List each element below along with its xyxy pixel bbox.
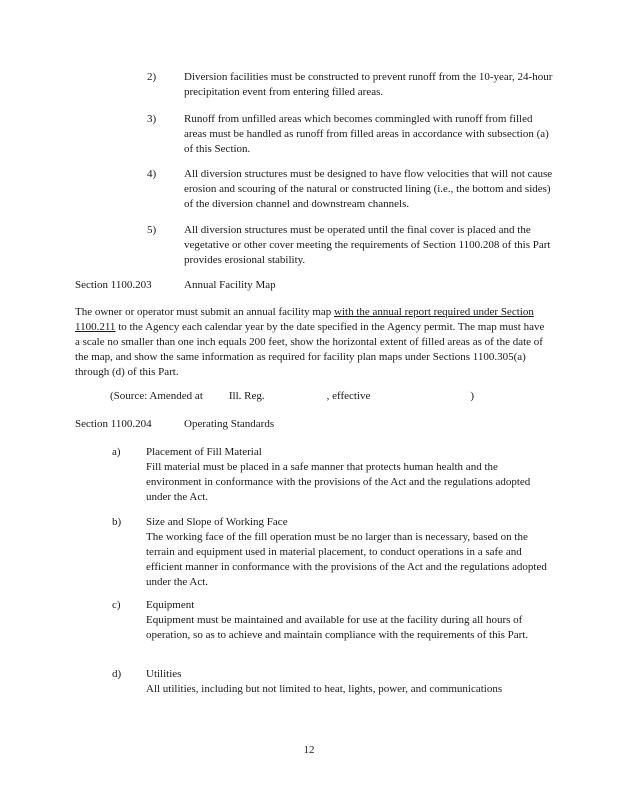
list-item-body: Equipment must be maintained and available for use at the facility during all hours of operation, so as to achieve and maintain compliance with the requirements of this Part. (146, 614, 529, 641)
list-item-letter: c) (112, 599, 121, 611)
paragraph-text-1: The owner or operator must submit an annual facility map (75, 306, 335, 318)
source-effective: , effective (326, 390, 371, 402)
section-heading-1100-204 (75, 417, 275, 432)
list-item-number: 3) (147, 113, 157, 125)
list-item-text: Runoff from unfilled areas which becomes commingled with runoff from filled areas must be handled as runoff from filled areas in accordance with subsection (a) of this Section. (184, 113, 549, 155)
section-number: Section 1100.203 (75, 279, 152, 291)
list-item-heading: Utilities (146, 668, 182, 680)
list-item-number: 5) (147, 224, 157, 236)
paragraph-text-2: to the Agency each calendar year by the date specified in the Agency permit. The map must have a scale no smaller than one inch equals 200 feet, show the horizontal extent of filled areas as of the date of the map, and show the same information as required for facility plan maps under Sections 1100.305(a) through (d) of this Part. (75, 321, 545, 378)
list-item-body: All utilities, including but not limited to heat, lights, power, and communications (146, 683, 503, 695)
source-amended: Amended at (149, 390, 203, 402)
paragraph-underlined-text: with the annual report required under Section 1100.211 (75, 306, 534, 333)
list-item-text: All diversion structures must be designed to have flow velocities that will not cause erosion and scouring of the natural or constructed lining (i.e., the bottom and sides) of the diversion channel and downstream channels. (184, 168, 553, 210)
list-item-letter: b) (112, 516, 122, 528)
source-close: ) (470, 390, 475, 402)
list-item-body: Fill material must be placed in a safe manner that protects human health and the environment in conformance with the provisions of the Act and the regulations adopted under the Act. (146, 461, 531, 503)
list-item-number: 4) (147, 168, 157, 180)
section-title: Operating Standards (184, 418, 275, 430)
source-open: (Source: (110, 390, 148, 402)
section-heading-1100-203 (75, 278, 276, 293)
list-item-body: The working face of the fill operation must be no larger than is necessary, based on the terrain and equipment used in material placement, to conduct operations in a safe and efficient manner in conformance with the provisions of the Act and the regulations adopted under the Act. (146, 531, 547, 588)
list-item-letter: a) (112, 446, 121, 458)
list-item-heading: Equipment (146, 599, 195, 611)
list-item-letter: d) (112, 668, 122, 680)
section-number: Section 1100.204 (75, 418, 152, 430)
list-item-heading: Placement of Fill Material (146, 446, 262, 458)
page-number: 12 (303, 744, 315, 756)
source-ill-reg: Ill. Reg. (228, 390, 265, 402)
list-item-number: 2) (147, 71, 157, 83)
section-title: Annual Facility Map (184, 279, 276, 291)
list-item-text: All diversion structures must be operated until the final cover is placed and the vegetative or other cover meeting the requirements of Section 1100.208 of this Part provides erosional stability. (184, 224, 551, 266)
source-note (110, 389, 550, 404)
section-paragraph (75, 305, 545, 380)
list-item-heading: Size and Slope of Working Face (146, 516, 288, 528)
list-item-text: Diversion facilities must be constructed to prevent runoff from the 10-year, 24-hour precipitation event from entering filled areas. (184, 71, 553, 98)
